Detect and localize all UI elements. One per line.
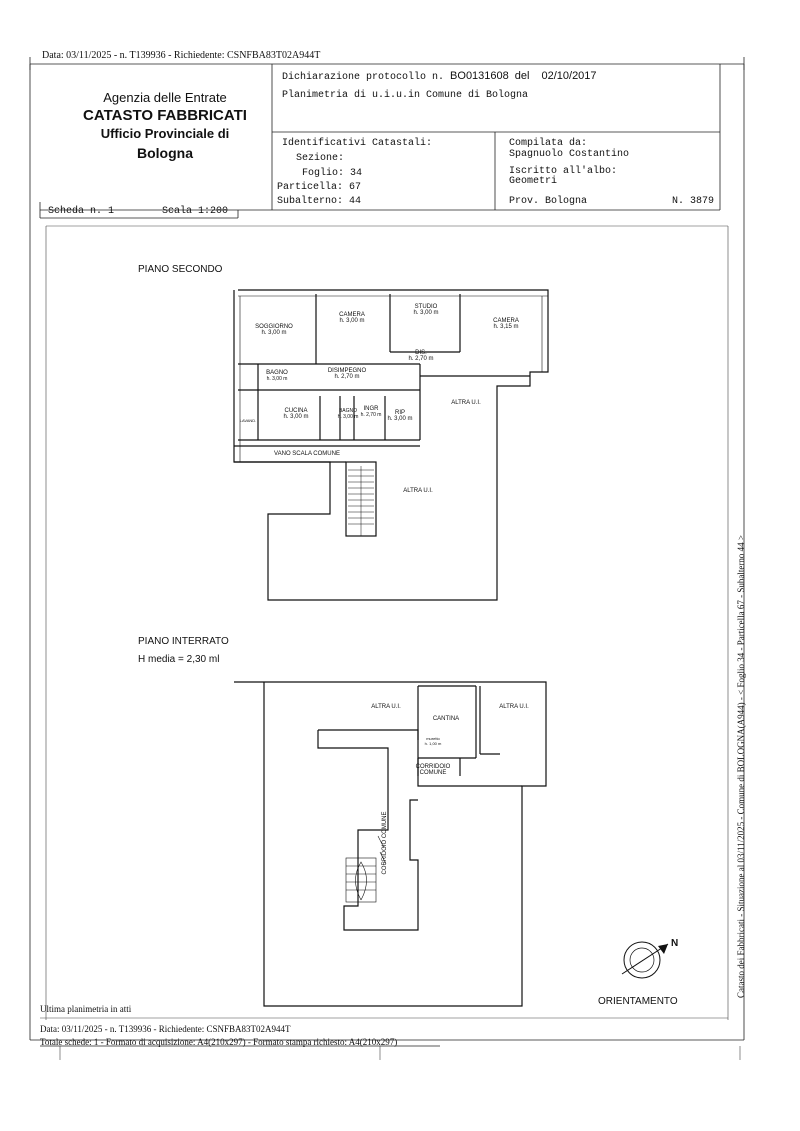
room-label: DIS. [415, 350, 427, 356]
compilata-title: Compilata da: [509, 138, 588, 149]
protocol-prefix: Dichiarazione protocollo n. [282, 72, 445, 83]
room-disimpegno [320, 368, 374, 380]
room-studio [406, 304, 446, 316]
orientamento-label: ORIENTAMENTO [598, 996, 678, 1007]
room-height: h. 2,70 m [408, 356, 434, 362]
scala-label: Scala 1:200 [162, 206, 229, 217]
room-label: SOGGIORNO [255, 324, 293, 330]
h-media: H media = 2,30 ml [138, 654, 220, 665]
comune-label: COMUNE [419, 770, 447, 776]
room-label: BAGNO [338, 408, 358, 414]
room-height: h. 2,70 m [334, 374, 360, 380]
room-camera-1 [330, 312, 374, 324]
room-label: DISIMPEGNO [327, 368, 367, 374]
room-height: h. 3,00 m [337, 414, 359, 420]
room-altra-ui-1: ALTRA U.I. [451, 400, 481, 406]
room-label: CAMERA [493, 318, 519, 324]
room-height: h. 3,00 m [413, 310, 439, 316]
planimetria-line: Planimetria di u.i.u.in Comune di Bologna [282, 90, 529, 101]
ufficio-city: Bologna [137, 145, 193, 161]
room-height: h. 3,00 m [266, 376, 288, 382]
iscritto-label: Iscritto all'albo: [509, 166, 618, 177]
muretto-note [418, 736, 448, 746]
footer-schede: Totale schede: 1 - Formato di acquisizione: A4(210x297) - Formato stampa richiesto: A4(210x297) [40, 1037, 398, 1047]
room-ingr [356, 406, 386, 418]
room-vano-scala: VANO SCALA COMUNE [274, 451, 340, 457]
room-label: CUCINA [284, 408, 308, 414]
room-height: h. 3,00 m [283, 414, 309, 420]
prov-value: Prov. Bologna [509, 196, 588, 207]
room-height: h. 2,70 m [360, 412, 382, 418]
ultima-planimetria: Ultima planimetria in atti [40, 1004, 132, 1014]
room-rip [386, 410, 414, 422]
protocol-number: BO0131608 [450, 70, 509, 82]
ufficio-label: Ufficio Provinciale di [100, 126, 230, 141]
room-label: CAMERA [339, 312, 365, 318]
room-height: h. 3,00 m [339, 318, 365, 324]
protocol-line [282, 70, 597, 83]
room-label: RIP [394, 410, 405, 416]
agency-block [70, 90, 260, 161]
room-height: h. 3,00 m [261, 330, 287, 336]
room-label: STUDIO [414, 304, 438, 310]
compilata-name: Spagnuolo Costantino [509, 149, 630, 160]
corridoio-label: CORRIDOIO [415, 764, 451, 770]
scheda-label: Scheda n. 1 [48, 206, 115, 217]
room-altra-ui-2: ALTRA U.I. [403, 488, 433, 494]
room-lavanderia: LAVAND. [239, 418, 257, 423]
room-label: INGR [363, 406, 379, 412]
room-corridoio-comune [408, 764, 458, 776]
identificativi-title: Identificativi Catastali: [282, 138, 433, 149]
room-height: h. 3,15 m [493, 324, 519, 330]
muretto-height: h. 1,00 m [424, 741, 442, 746]
room-camera-2 [484, 318, 528, 330]
piano-secondo-title: PIANO SECONDO [138, 264, 223, 275]
room-altra-ui-int-1: ALTRA U.I. [371, 704, 401, 710]
piano-interrato-title: PIANO INTERRATO [138, 636, 229, 647]
room-cantina: CANTINA [432, 716, 460, 722]
foglio-field: Foglio: 34 [302, 168, 363, 179]
north-label: N [671, 938, 679, 949]
protocol-del: del [514, 70, 530, 82]
muretto-label: muretto [426, 736, 440, 741]
room-soggiorno [254, 324, 294, 336]
top-meta: Data: 03/11/2025 - n. T139936 - Richiedente: CSNFBA83T02A944T [42, 50, 321, 61]
compass-icon [612, 932, 692, 988]
room-altra-ui-int-2: ALTRA U.I. [499, 704, 529, 710]
room-bagno-1 [260, 370, 294, 382]
agency-name: Agenzia delle Entrate [103, 90, 227, 105]
room-label: BAGNO [266, 370, 288, 376]
subalterno-field: Subalterno: 44 [277, 196, 362, 207]
numero-value: N. 3879 [672, 196, 715, 207]
protocol-date: 02/10/2017 [541, 70, 597, 82]
side-catasto-text: Catasto dei Fabbricati - Situazione al 03/11/2025 - Comune di BOLOGNA(A944) - < Foglio 34 - Particella 67 - Subalterno 44 > [736, 535, 746, 998]
catasto-title: CATASTO FABBRICATI [83, 107, 247, 124]
room-height: h. 3,00 m [387, 416, 413, 422]
room-corridoio-vertical: CORRIDOIO COMUNE [382, 811, 388, 875]
particella-field: Particella: 67 [277, 182, 362, 193]
room-cucina [276, 408, 316, 420]
sezione-field: Sezione: [296, 153, 345, 164]
room-dis [404, 350, 438, 362]
footer-meta: Data: 03/11/2025 - n. T139936 - Richiedente: CSNFBA83T02A944T [40, 1024, 291, 1034]
albo-value: Geometri [509, 176, 558, 187]
